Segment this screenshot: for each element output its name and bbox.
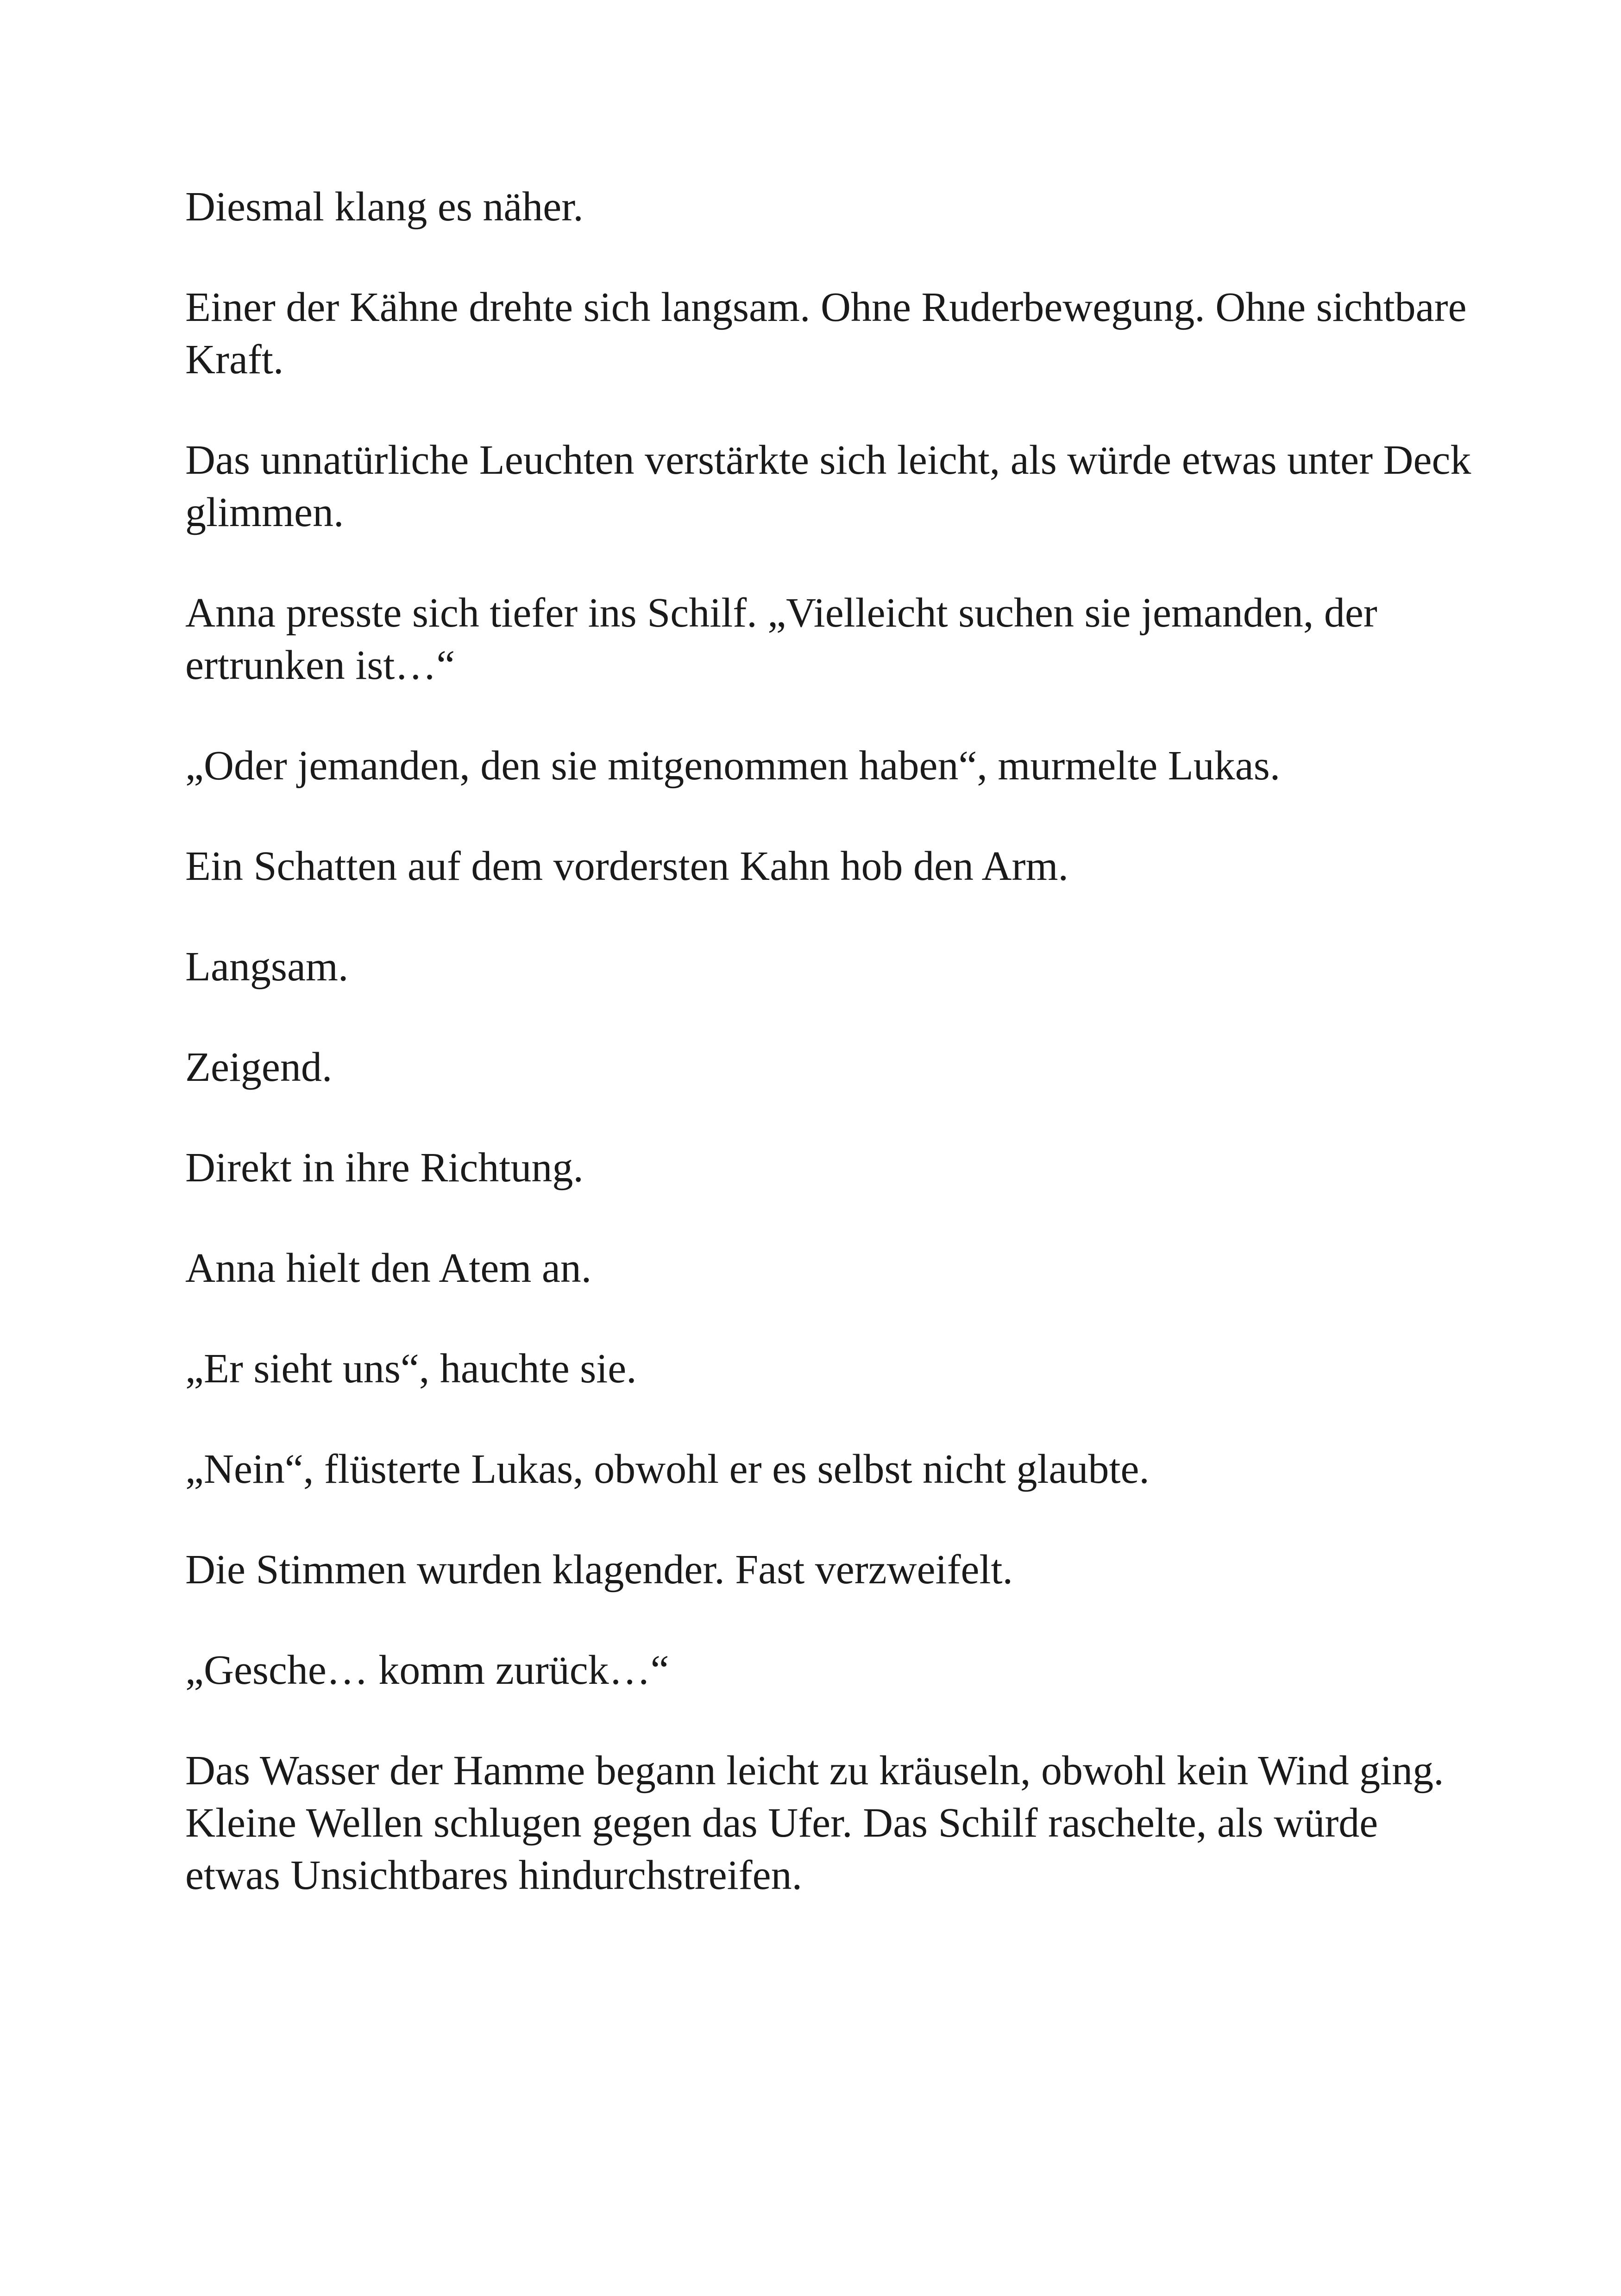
body-text [185,181,1473,1950]
paragraph: „Gesche… komm zurück…“ [185,1647,669,1693]
paragraph: Die Stimmen wurden klagender. Fast verzweifelt. [185,1547,1013,1593]
paragraph: Anna presste sich tiefer ins Schilf. „Vielleicht suchen sie jemanden, der ertrunken ist…“ [185,590,1377,688]
paragraph: Langsam. [185,944,349,990]
paragraph: Anna hielt den Atem an. [185,1245,592,1291]
paragraph: Das Wasser der Hamme begann leicht zu kräuseln, obwohl kein Wind ging. Kleine Wellen schlugen gegen das Ufer. Das Schilf raschelte, als würde etwas Unsichtbares hindurchstreifen. [185,1748,1444,1898]
paragraph: Zeigend. [185,1044,333,1090]
paragraph: Ein Schatten auf dem vordersten Kahn hob den Arm. [185,843,1069,889]
paragraph: Direkt in ihre Richtung. [185,1145,584,1191]
paragraph: „Er sieht uns“, hauchte sie. [185,1346,637,1392]
paragraph: „Nein“, flüsterte Lukas, obwohl er es selbst nicht glaubte. [185,1446,1150,1492]
paragraph: Das unnatürliche Leuchten verstärkte sich leicht, als würde etwas unter Deck glimmen. [185,437,1471,535]
paragraph: „Oder jemanden, den sie mitgenommen haben“, murmelte Lukas. [185,743,1281,789]
paragraph: Einer der Kähne drehte sich langsam. Ohne Ruderbewegung. Ohne sichtbare Kraft. [185,284,1467,383]
paragraph: Diesmal klang es näher. [185,184,584,230]
